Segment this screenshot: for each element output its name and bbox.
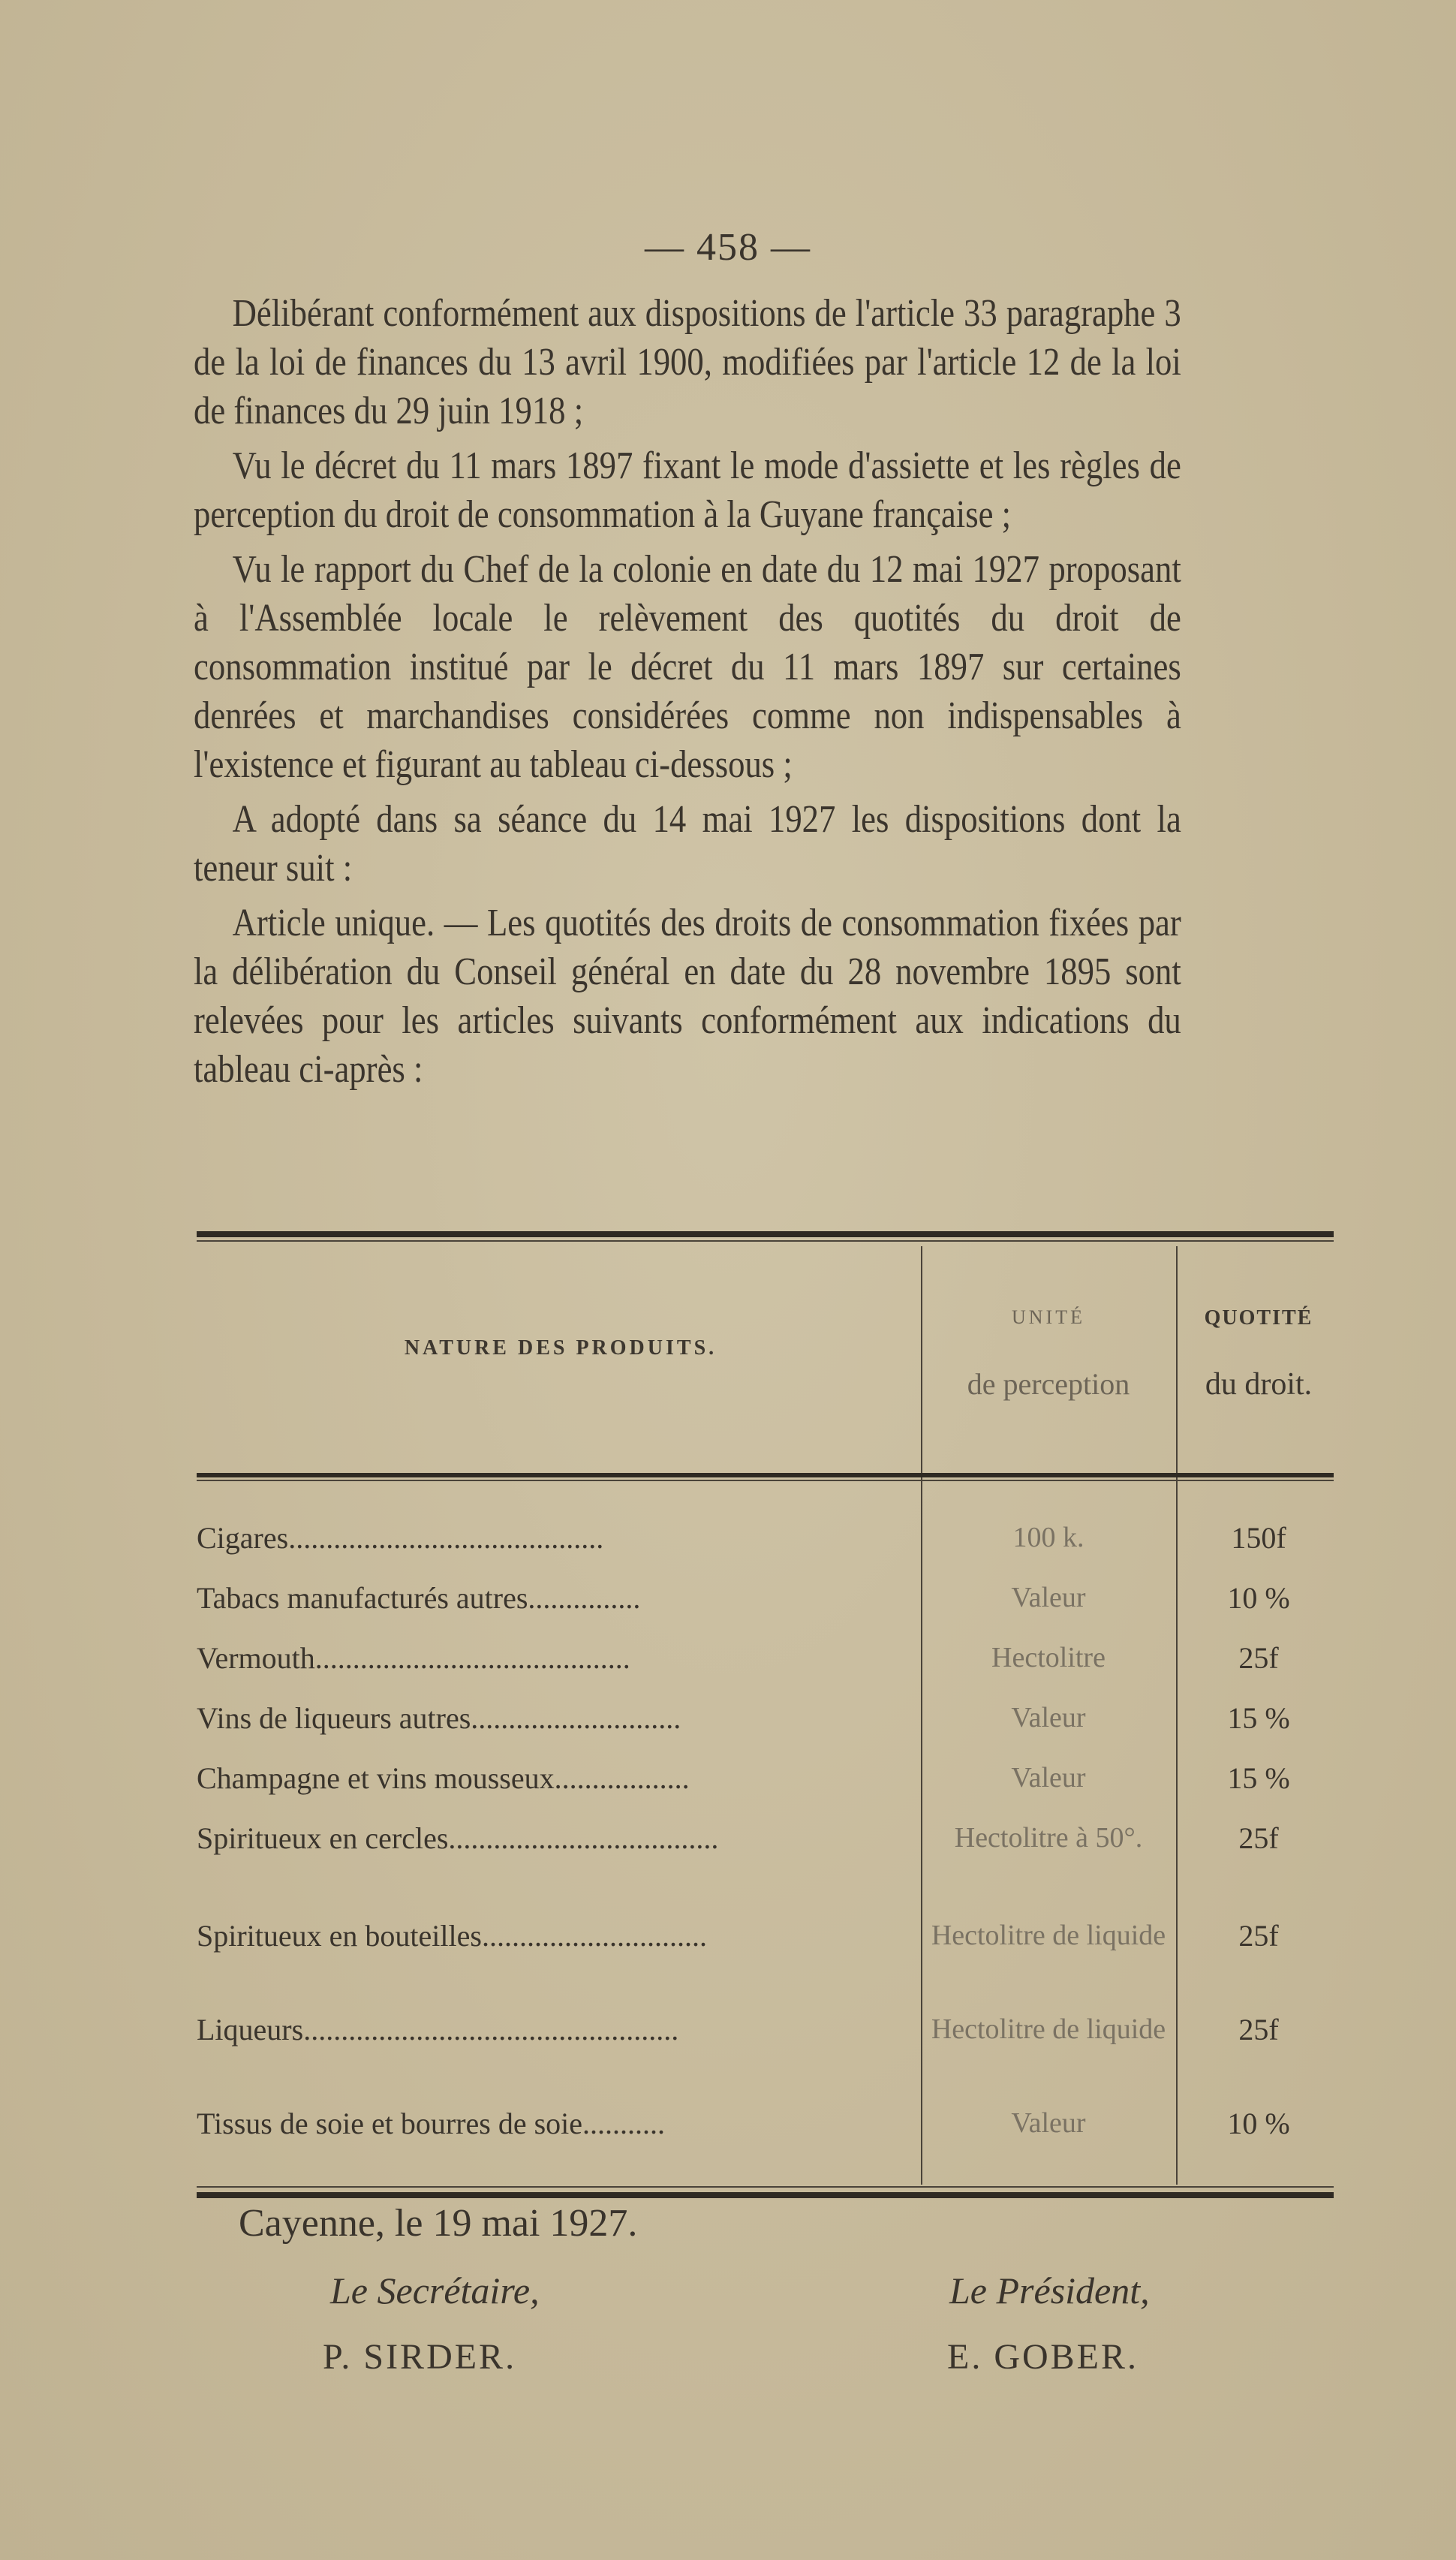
rate-cell: 15 %	[1227, 1761, 1290, 1795]
unit-cell: Hectolitre de liquide	[931, 2013, 1166, 2045]
product-name: Spiritueux en cercles....................................	[197, 1821, 719, 1855]
unit-cell: Hectolitre à 50°.	[954, 1822, 1143, 1854]
rate-cell: 10 %	[1227, 2107, 1290, 2140]
paragraph: Vu le décret du 11 mars 1897 fixant le mode d'assiette et les règles de perception du droit de consommation à la Guyane française ;	[194, 444, 1181, 536]
page-number: — 458 —	[645, 226, 811, 269]
president-name: E. GOBER.	[947, 2337, 1139, 2377]
paragraph: Vu le rapport du Chef de la colonie en date du 12 mai 1927 proposant à l'Assemblée locale le relèvement des quotités du droit de consommation institué par le décret du 11 mars 1897 sur certaines denrées et marchandises considérées comme non indispensables à l'existence et figurant au tableau ci-dessous ;	[194, 548, 1181, 786]
product-name: Liqueurs..................................................	[197, 2013, 679, 2046]
unit-cell: Valeur	[1011, 2107, 1086, 2139]
president-title: Le Président,	[949, 2269, 1150, 2312]
header-nature: NATURE DES PRODUITS.	[404, 1336, 717, 1360]
unit-cell: 100 k.	[1012, 1522, 1084, 1553]
header-rule-thin	[197, 1480, 1334, 1481]
body-text	[194, 289, 1181, 1100]
paragraph: A adopté dans sa séance du 14 mai 1927 les dispositions dont la teneur suit :	[194, 798, 1181, 890]
product-name: Vins de liqueurs autres............................	[197, 1701, 681, 1735]
product-name: Tissus de soie et bourres de soie...........	[197, 2107, 666, 2140]
paragraph: Délibérant conformément aux dispositions de l'article 33 paragraphe 3 de la loi de finances du 13 avril 1900, modifiées par l'article 12 de la loi de finances du 29 juin 1918 ;	[194, 292, 1181, 432]
rate-cell: 15 %	[1227, 1701, 1290, 1735]
header-unit-line2: de perception	[967, 1367, 1130, 1401]
unit-cell: Valeur	[1011, 1582, 1086, 1613]
place-date: Cayenne, le 19 mai 1927.	[239, 2202, 638, 2245]
secretary-name: P. SIRDER.	[323, 2337, 517, 2377]
product-name: Tabacs manufacturés autres...............	[197, 1581, 641, 1615]
header-unit-line1: UNITÉ	[1012, 1306, 1085, 1328]
rate-cell: 25f	[1238, 1641, 1279, 1675]
duties-table	[197, 1246, 1334, 2177]
secretary-title: Le Secrétaire,	[330, 2269, 540, 2312]
rate-cell: 25f	[1238, 2013, 1279, 2046]
table-top-rule	[197, 1231, 1334, 1242]
header-rate-line1: QUOTITÉ	[1204, 1306, 1313, 1330]
unit-cell: Valeur	[1011, 1702, 1086, 1733]
unit-cell: Hectolitre	[991, 1642, 1106, 1673]
header-rule	[197, 1473, 1334, 1477]
rate-cell: 25f	[1238, 1821, 1279, 1855]
unit-cell: Hectolitre de liquide	[931, 1920, 1166, 1951]
rate-cell: 150f	[1231, 1521, 1286, 1555]
rate-cell: 25f	[1238, 1919, 1279, 1953]
rate-cell: 10 %	[1227, 1581, 1290, 1615]
table-bottom-rule	[197, 2186, 1334, 2198]
unit-cell: Valeur	[1011, 1762, 1086, 1794]
header-rate-line2: du droit.	[1205, 1367, 1313, 1402]
product-name: Spiritueux en bouteilles..............................	[197, 1919, 707, 1953]
paragraph: Article unique. — Les quotités des droits de consommation fixées par la délibération du Conseil général en date du 28 novembre 1895 sont relevées pour les articles suivants conformément aux indications du tableau ci-après :	[194, 902, 1181, 1091]
product-name: Champagne et vins mousseux..................	[197, 1761, 690, 1795]
product-name: Vermouth..........................................	[197, 1641, 630, 1675]
product-name: Cigares..........................................	[197, 1521, 604, 1555]
